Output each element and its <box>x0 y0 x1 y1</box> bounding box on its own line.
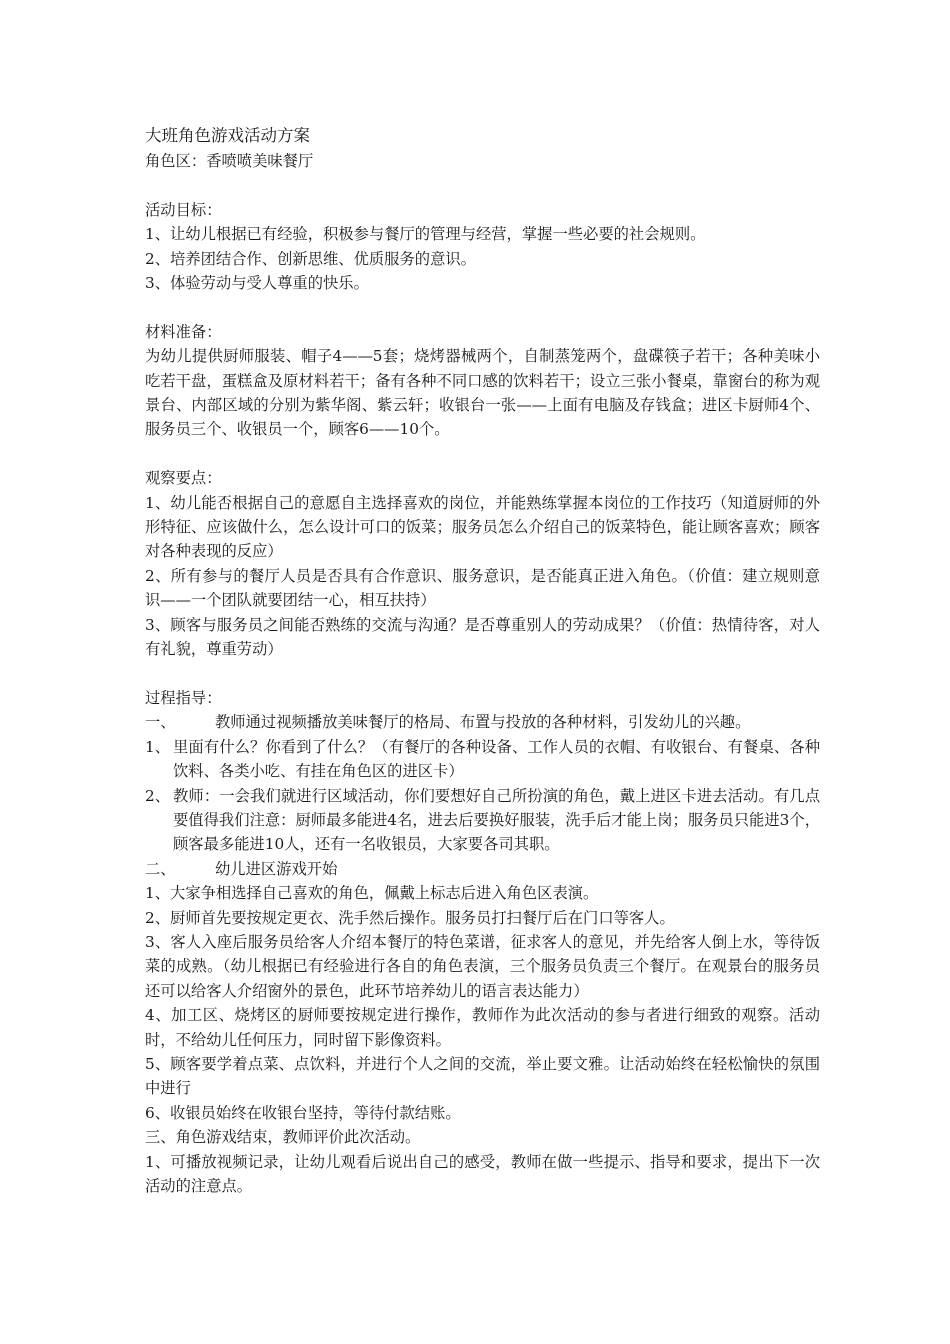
item-text: 里面有什么？你看到了什么？（有餐厅的各种设备、工作人员的衣帽、有收银台、有餐桌、各种饮料、各类小吃、有挂在角色区的进区卡） <box>173 737 820 781</box>
step-text: 幼儿进区游戏开始 <box>215 859 338 878</box>
document-body <box>145 123 820 1198</box>
spacer <box>145 173 820 197</box>
step-text: 教师通过视频播放美味餐厅的格局、布置与投放的各种材料，引发幼儿的兴趣。 <box>215 713 751 732</box>
observation-item: 1、幼儿能否根据自己的意愿自主选择喜欢的岗位，并能熟练掌握本岗位的工作技巧（知道厨师的外形特征、应该做什么，怎么设计可口的饭菜；服务员怎么介绍自己的饭菜特色，能让顾客喜欢；顾客对各种表现的反应） <box>145 493 820 561</box>
process-step-1-item <box>145 735 820 784</box>
goals-heading: 活动目标： <box>145 200 222 219</box>
goal-item: 3、体验劳动与受人尊重的快乐。 <box>145 274 369 293</box>
process-step-2 <box>145 857 820 881</box>
process-step-2-item: 1、大家争相选择自己喜欢的角色，佩戴上标志后进入角色区表演。 <box>145 884 599 903</box>
observation-heading: 观察要点： <box>145 469 222 488</box>
document-title: 大班角色游戏活动方案 <box>145 126 310 145</box>
process-step-2-item: 4、加工区、烧烤区的厨师要按规定进行操作，教师作为此次活动的参与者进行细致的观察。活动时，不给幼儿任何压力，同时留下影像资料。 <box>145 1006 820 1049</box>
spacer <box>145 661 820 685</box>
step-number: 一、 <box>145 713 176 732</box>
process-step-1-item <box>145 784 820 857</box>
spacer <box>145 442 820 466</box>
process-step-2-item: 2、厨师首先要按规定更衣、洗手然后操作。服务员打扫餐厅后在门口等客人。 <box>145 908 675 927</box>
materials-text: 为幼儿提供厨师服装、帽子4——5套；烧烤器械两个，自制蒸笼两个，盘碟筷子若干；各种美味小吃若干盘，蛋糕盒及原材料若干；备有各种不同口感的饮料若干；设立三张小餐桌，靠窗台的称为观景台、内部区域的分别为紫华阁、紫云轩；收银台一张——上面有电脑及存钱盒；进区卡厨师4个、服务员三个、收银员一个，顾客6——10个。 <box>145 347 820 439</box>
process-step-2-item: 6、收银员始终在收银台坚持，等待付款结账。 <box>145 1103 461 1122</box>
process-step-2-item: 5、顾客要学着点菜、点饮料，并进行个人之间的交流，举止要文雅。让活动始终在轻松愉快的氛围中进行 <box>145 1054 820 1098</box>
goal-item: 1、让幼儿根据已有经验，积极参与餐厅的管理与经营，掌握一些必要的社会规则。 <box>145 225 706 244</box>
process-step-3-item: 1、可播放视频记录，让幼儿观看后说出自己的感受，教师在做一些提示、指导和要求，提出下一次活动的注意点。 <box>145 1152 820 1195</box>
materials-heading: 材料准备： <box>145 322 222 341</box>
item-text: 教师：一会我们就进行区域活动，你们要想好自己所扮演的角色，戴上进区卡进去活动。有几点要值得我们注意：厨师最多能进4名，进去后要换好服装，洗手后才能上岗；服务员只能进3个，顾客最多能进10人，还有一名收银员，大家要各司其职。 <box>173 786 820 854</box>
process-step-2-item: 3、客人入座后服务员给客人介绍本餐厅的特色菜谱，征求客人的意见，并先给客人倒上水，等待饭菜的成熟。（幼儿根据已有经验进行各自的角色表演，三个服务员负责三个餐厅。在观景台的服务员还可以给客人介绍窗外的景色，此环节培养幼儿的语言表达能力） <box>145 932 820 1000</box>
goal-item: 2、培养团结合作、创新思维、优质服务的意识。 <box>145 249 476 268</box>
item-number: 1、 <box>145 737 171 756</box>
item-number: 2、 <box>145 786 171 805</box>
spacer <box>145 295 820 319</box>
observation-item: 2、所有参与的餐厅人员是否具有合作意识、服务意识，是否能真正进入角色。（价值：建立规则意识——一个团队就要团结一心，相互扶持） <box>145 566 820 610</box>
process-step-3: 三、角色游戏结束，教师评价此次活动。 <box>145 1128 421 1147</box>
step-number: 二、 <box>145 859 176 878</box>
observation-item: 3、顾客与服务员之间能否熟练的交流与沟通？是否尊重别人的劳动成果？（价值：热情待客，对人有礼貌，尊重劳动） <box>145 615 820 659</box>
document-subtitle: 角色区：香喷喷美味餐厅 <box>145 152 314 170</box>
process-heading: 过程指导： <box>145 688 222 707</box>
process-step-1 <box>145 710 820 734</box>
